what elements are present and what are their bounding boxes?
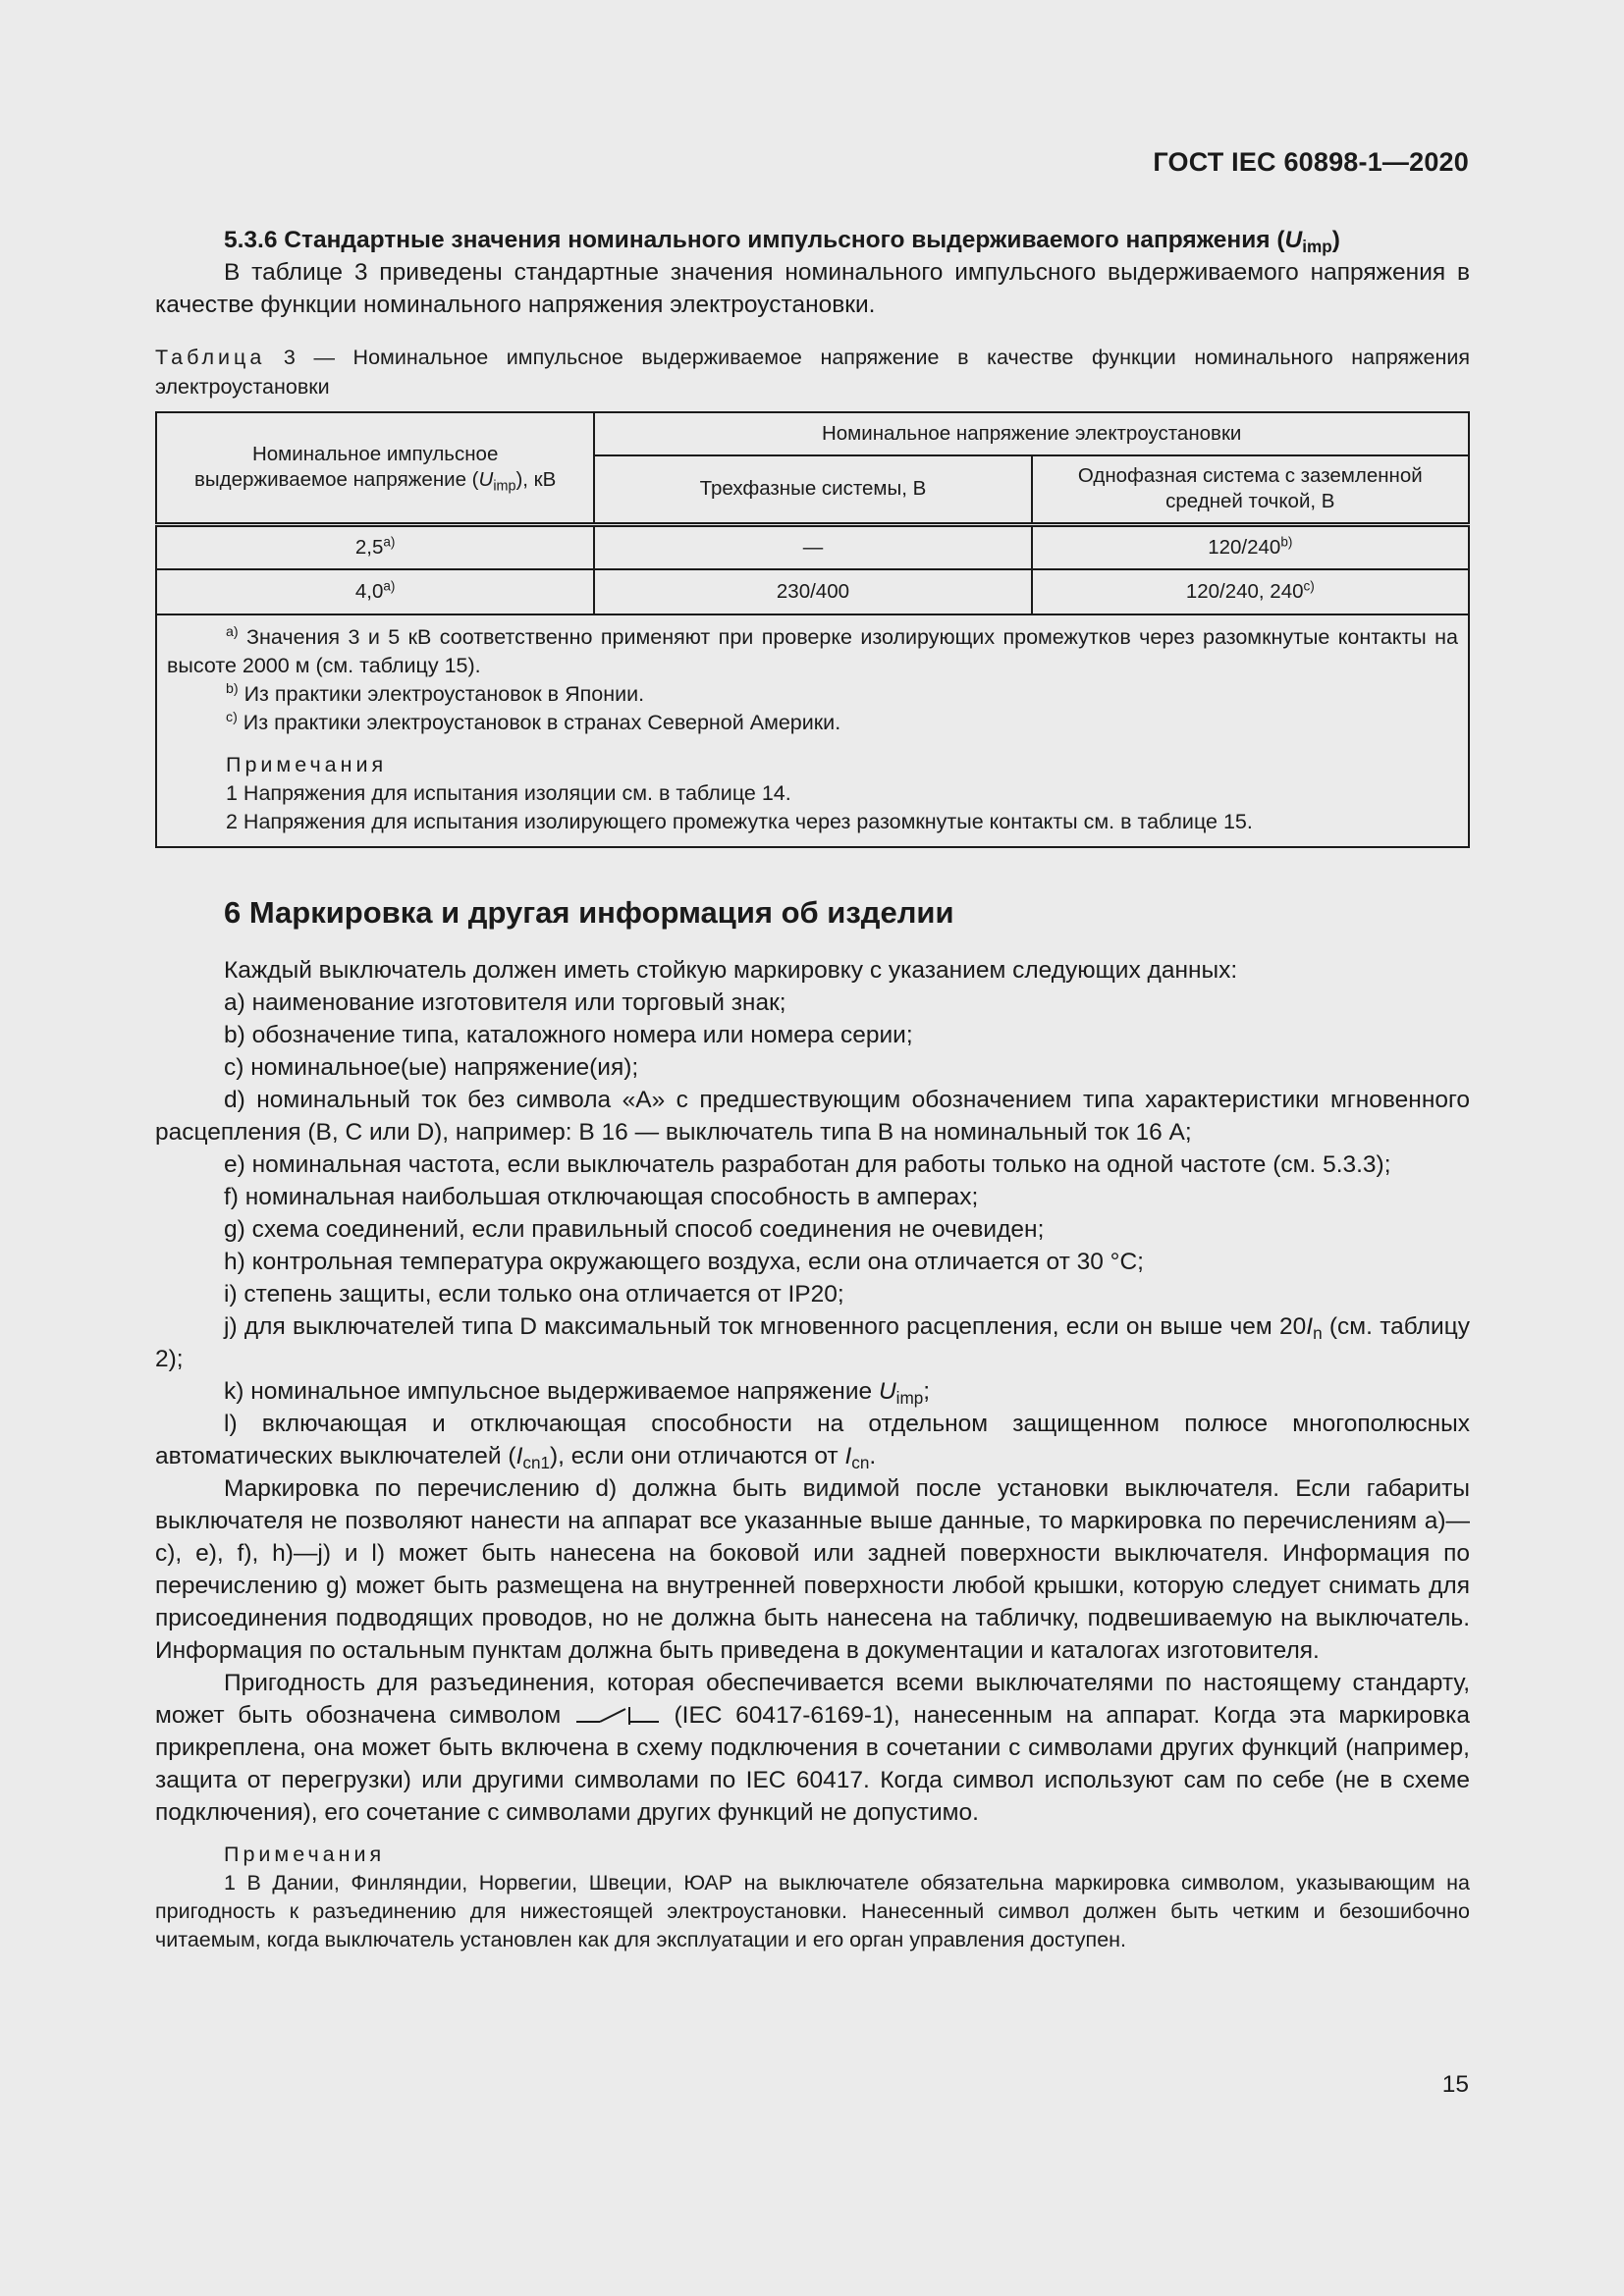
list-item-f: f) номинальная наибольшая отключающая способность в амперах; [224,1184,979,1210]
list-item-a: a) наименование изготовителя или торговый знак; [224,989,786,1016]
document-header-title: ГОСТ IEC 60898-1—2020 [1153,147,1469,177]
table-footnotes [156,614,1469,847]
chapter-6-notes [155,1841,1470,1954]
table-cell: — [594,524,1031,569]
table-caption: Таблица 3 — Номинальное импульсное выдерживаемое напряжение в качестве функции номинального напряжения электроустановки [155,346,1470,399]
list-item-h: h) контрольная температура окружающего воздуха, если она отличается от 30 °С; [224,1249,1144,1275]
marking-intro: Каждый выключатель должен иметь стойкую маркировку с указанием следующих данных: [224,957,1238,984]
page-number: 15 [1441,2071,1469,2098]
list-item-j: j) для выключателей типа D максимальный ток мгновенного расцепления, если он выше чем $20I_n$ (см. таблицу 2); [155,1313,1470,1372]
marking-paragraph: Маркировка по перечислению d) должна быть видимой после установки выключателя. Если габариты выключателя не позволяют нанести на аппарат все указанные выше данные, то маркировка по перечислениям a)—c), e), f), h)—j) и l) может быть нанесена на боковой или задней поверхности выключателя. Информация по перечислению g) может быть размещена на внутренней поверхности любой крышки, которую следует снимать для присоединения подводящих проводов, но не должна быть нанесена на табличку, подвешиваемую на выключатель. Информация по остальным пунктам должна быть приведена в документации и каталогах изготовителя. [155,1475,1470,1664]
table-cell: 4,0$^{a)}$ [156,569,594,614]
table-notes-heading: Примечания [226,753,388,776]
table-3 [155,411,1470,848]
note-1: 1 В Дании, Финляндии, Норвегии, Швеции, ЮАР на выключателе обязательна маркировка символом, указывающим на пригодность к разъединению для нижестоящей электроустановки. Нанесенный символ должен быть четким и безошибочно читаемым, когда выключатель установлен как для эксплуатации и его орган управления доступен. [155,1871,1470,1951]
list-item-l: l) включающая и отключающая способности на отдельном защищенном полюсе многополюсных автоматических выключателей $(I_{cn1})$, если они отличаются от $I_{cn}$. [155,1411,1470,1473]
table-note-1: 1 Напряжения для испытания изоляции см. в таблице 14. [226,781,791,805]
table-header-impulse-voltage: Номинальное импульсное выдерживаемое напряжение $(U_{imp})$, кВ [156,412,594,524]
footnote-a: $^{a)}$ Значения 3 и 5 кВ соответственно применяют при проверке изолирующих промежутков через разомкнутые контакты на высоте 2000 м (см. таблицу 15). [167,624,1458,677]
notes-heading: Примечания [224,1842,386,1866]
table-header-single-phase: Однофазная система с заземленной средней точкой, В [1032,455,1469,524]
footnote-b: $^{b)}$ Из практики электроустановок в Японии. [226,681,645,706]
page-content [155,224,1470,1954]
table-cell: 230/400 [594,569,1031,614]
list-item-b: b) обозначение типа, каталожного номера или номера серии; [224,1022,913,1048]
list-item-k: k) номинальное импульсное выдерживаемое напряжение $U_{imp}$; [224,1378,931,1409]
table-note-2: 2 Напряжения для испытания изолирующего промежутка через разомкнутые контакты см. в таблице 15. [226,810,1253,833]
list-item-i: i) степень защиты, если только она отличается от IP20; [224,1281,844,1308]
chapter-6-title: 6 Маркировка и другая информация об изделии [224,895,954,930]
marking-list [155,954,1470,1829]
footnote-c: $^{c)}$ Из практики электроустановок в странах Северной Америки. [226,710,841,734]
section-heading-536: 5.3.6 Стандартные значения номинального импульсного выдерживаемого напряжения $(U_{imp})$ [224,227,1340,257]
table-cell: 2,5$^{a)}$ [156,524,594,569]
section-536-text: В таблице 3 приведены стандартные значения номинального импульсного выдерживаемого напряжения в качестве функции номинального напряжения электроустановки. [155,259,1470,318]
table-cell: 120/240$^{b)}$ [1032,524,1469,569]
table-cell: 120/240, 240$^{c)}$ [1032,569,1469,614]
list-item-e: e) номинальная частота, если выключатель разработан для работы только на одной частоте (см. 5.3.3); [224,1151,1391,1178]
table-header-three-phase: Трехфазные системы, В [594,455,1031,524]
list-item-c: c) номинальное(ые) напряжение(ия); [224,1054,639,1081]
list-item-g: g) схема соединений, если правильный способ соединения не очевиден; [224,1216,1045,1243]
isolation-symbol-icon [574,1703,661,1725]
list-item-d: d) номинальный ток без символа «А» с предшествующим обозначением типа характеристики мгновенного расцепления (B, C или D), например: B 16 — выключатель типа B на номинальный ток 16 А; [155,1087,1470,1146]
isolation-paragraph: Пригодность для разъединения, которая обеспечивается всеми выключателями по настоящему стандарту, может быть обозначена символом (IEC 60417-6169-1), нанесенным на аппарат. Когда эта маркировка прикреплена, она может быть включена в схему подключения в сочетании с символами других функций (например, защита от перегрузки) или другими символами по IEC 60417. Когда символ используют сам по себе (не в схеме подключения), его сочетание с символами других функций не допустимо. [155,1670,1470,1826]
table-header-nominal-voltage: Номинальное напряжение электроустановки [594,412,1469,455]
